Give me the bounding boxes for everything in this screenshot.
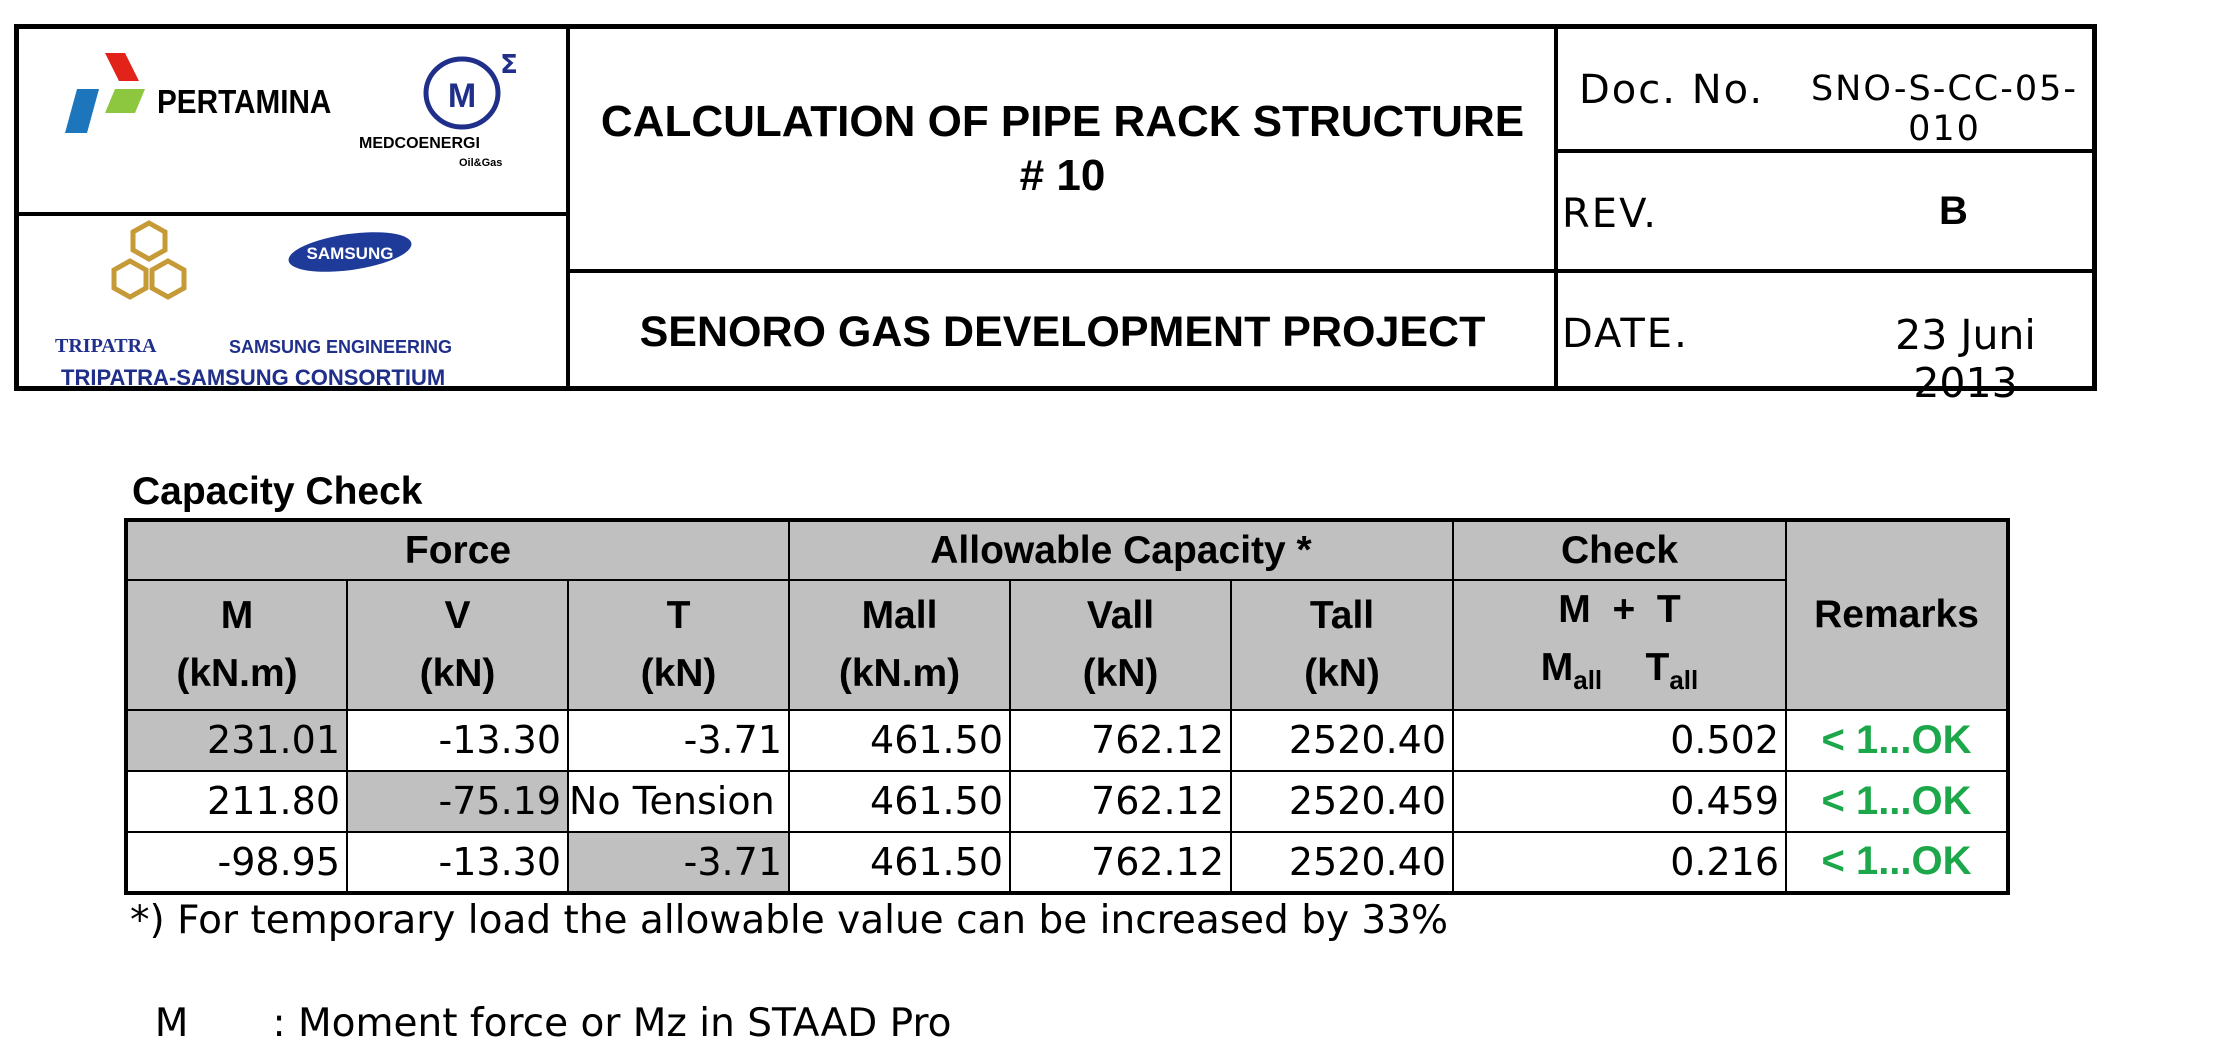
column-header-m [126, 580, 347, 710]
svg-text:Σ: Σ [500, 50, 518, 80]
project-name: SENORO GAS DEVELOPMENT PROJECT [639, 308, 1486, 356]
document-title [571, 29, 1554, 269]
header-divider [1554, 149, 2097, 153]
cell-check: 0.459 [1453, 771, 1786, 832]
cell-remark: < 1...OK [1786, 832, 2008, 893]
consortium-name: TRIPATRA-SAMSUNG CONSORTIUM [61, 365, 446, 390]
column-header-name: Tall [1309, 593, 1375, 637]
document-title-line1: CALCULATION OF PIPE RACK STRUCTURE [600, 97, 1525, 146]
document-header [14, 24, 2097, 407]
header-divider [1554, 29, 1558, 391]
column-header-vall [1010, 580, 1231, 710]
cell-t: No Tension [568, 771, 789, 832]
date-label: DATE. [1562, 311, 1689, 357]
check-formula-denominator [1454, 639, 1785, 709]
cell-mall: 461.50 [789, 832, 1010, 893]
cell-mall: 461.50 [789, 771, 1010, 832]
column-header-tall [1231, 580, 1453, 710]
cell-vall: 762.12 [1010, 710, 1231, 771]
column-header-remarks: Remarks [1786, 520, 2008, 710]
cell-mall: 461.50 [789, 710, 1010, 771]
check-formula-numerator [1454, 581, 1785, 639]
company-logos-bottom [19, 215, 566, 391]
samsung-logo-icon [285, 229, 415, 275]
table-row [126, 771, 2008, 832]
cell-check: 0.502 [1453, 710, 1786, 771]
cell-tall: 2520.40 [1231, 832, 1453, 893]
cell-v: -13.30 [347, 710, 568, 771]
cell-tall: 2520.40 [1231, 771, 1453, 832]
rev-label: REV. [1562, 191, 1658, 237]
column-header-name: V [444, 593, 471, 637]
column-header-t [568, 580, 789, 710]
column-header-check-formula [1453, 580, 1786, 710]
cell-v: -13.30 [347, 832, 568, 893]
doc-no-value: SNO-S-CC-05-010 [1810, 69, 2079, 149]
column-header-v [347, 580, 568, 710]
cell-m: 211.80 [126, 771, 347, 832]
company-logos-top [19, 29, 566, 212]
cell-t: -3.71 [568, 832, 789, 893]
group-header-allowable: Allowable Capacity * [789, 520, 1453, 580]
temporary-load-note: *) For temporary load the allowable value can be increased by 33% [130, 898, 1449, 943]
formula-t-all: T [1645, 646, 1670, 689]
tripatra-wordmark: TRIPATRA [55, 335, 157, 357]
date-value: 23 Juni 2013 [1895, 311, 2036, 407]
cell-t: -3.71 [568, 710, 789, 771]
medco-wordmark: MEDCOENERGI [359, 135, 480, 152]
column-header-unit: (kN) [1082, 651, 1159, 695]
rev-value: B [1939, 189, 1968, 233]
medco-logo-icon [417, 45, 527, 135]
group-header-check: Check [1453, 520, 1786, 580]
cell-remark: < 1...OK [1786, 771, 2008, 832]
tripatra-logo-icon [99, 219, 199, 305]
formula-m: M [1558, 588, 1591, 631]
m-definition: : Moment force or Mz in STAAD Pro [272, 1001, 952, 1046]
column-header-name: M [220, 593, 254, 637]
header-divider [566, 269, 2097, 273]
section-title: Capacity Check [132, 470, 423, 513]
cell-m: 231.01 [126, 710, 347, 771]
column-header-unit: (kN.m) [838, 651, 961, 695]
column-header-name: T [666, 593, 691, 637]
column-header-mall [789, 580, 1010, 710]
cell-vall: 762.12 [1010, 832, 1231, 893]
medco-subtext: Oil&Gas [459, 157, 503, 169]
column-header-name: Vall [1086, 593, 1155, 637]
formula-plus: + [1612, 588, 1636, 631]
cell-vall: 762.12 [1010, 771, 1231, 832]
capacity-check-table [124, 518, 2010, 895]
header-divider [566, 29, 570, 391]
table-row [126, 710, 2008, 771]
formula-m-all-sub: all [1573, 664, 1603, 695]
cell-tall: 2520.40 [1231, 710, 1453, 771]
pertamina-logo-icon [57, 51, 151, 135]
column-header-unit: (kN) [1304, 651, 1380, 695]
formula-t: T [1656, 588, 1681, 631]
cell-m: -98.95 [126, 832, 347, 893]
cell-remark: < 1...OK [1786, 710, 2008, 771]
document-title-line2: # 10 [1019, 151, 1106, 200]
m-definition-note [130, 956, 952, 1046]
column-header-unit: (kN) [419, 651, 496, 695]
medco-symbol: M [447, 77, 477, 115]
table-row [126, 832, 2008, 893]
formula-t-all-sub: all [1669, 664, 1699, 695]
group-header-force: Force [126, 520, 789, 580]
column-header-unit: (kN.m) [176, 651, 298, 695]
cell-check: 0.216 [1453, 832, 1786, 893]
samsung-badge-text: SAMSUNG [306, 244, 394, 263]
formula-m-all: M [1540, 646, 1574, 689]
samsung-engineering-wordmark: SAMSUNG ENGINEERING [229, 337, 453, 357]
doc-no-label: Doc. No. [1579, 67, 1765, 113]
pertamina-wordmark: PERTAMINA [157, 83, 332, 120]
cell-v: -75.19 [347, 771, 568, 832]
m-symbol: M [154, 1001, 189, 1046]
column-header-unit: (kN) [640, 651, 717, 695]
column-header-name: Mall [861, 593, 938, 637]
